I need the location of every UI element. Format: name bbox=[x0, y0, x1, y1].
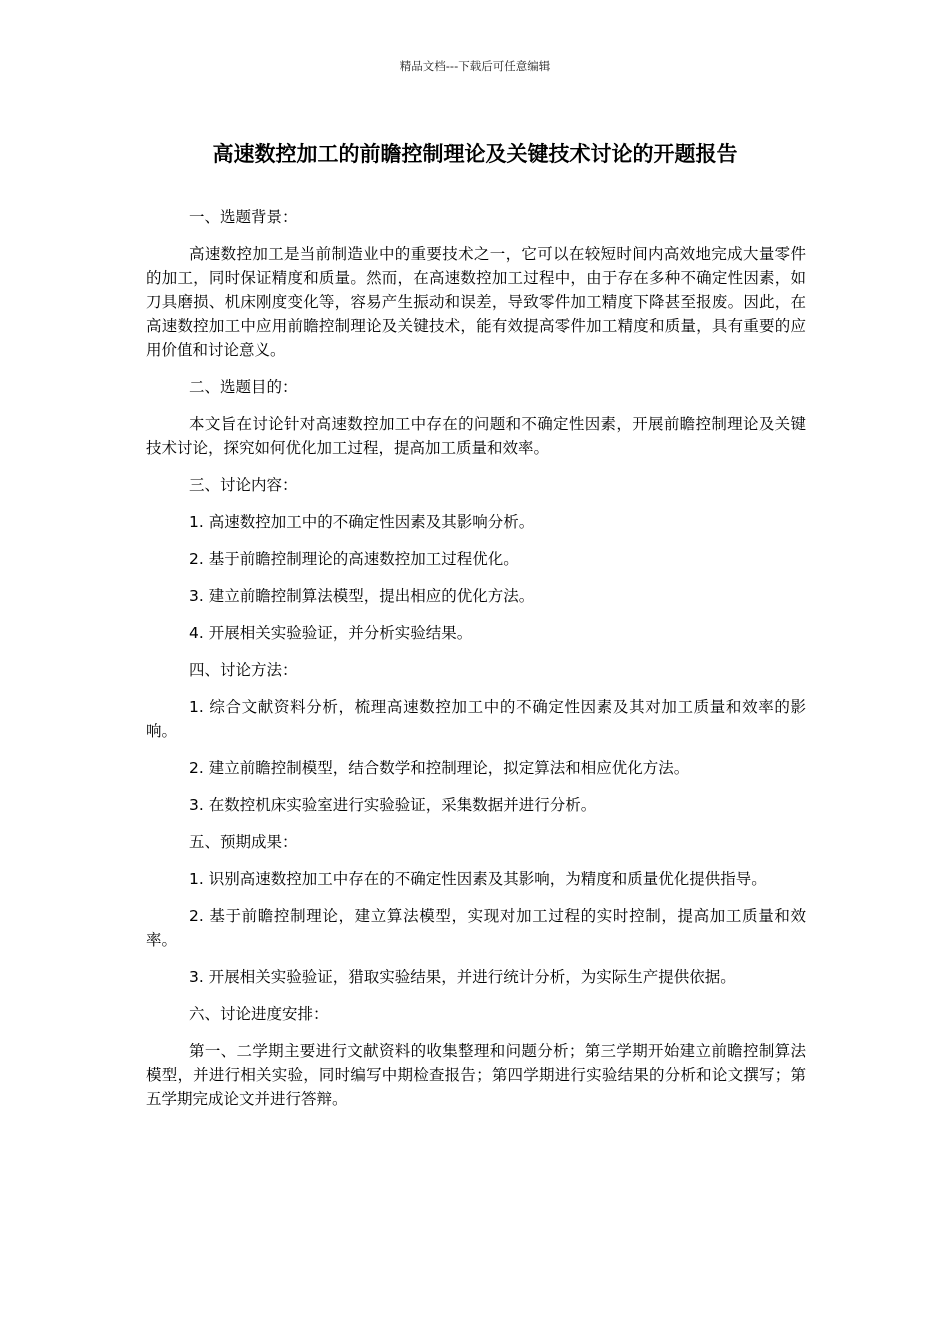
list-item: 2. 建立前瞻控制模型，结合数学和控制理论，拟定算法和相应优化方法。 bbox=[189, 759, 690, 777]
list-item: 1. 识别高速数控加工中存在的不确定性因素及其影响，为精度和质量优化提供指导。 bbox=[189, 870, 767, 888]
list-item: 3. 开展相关实验验证，猎取实验结果，并进行统计分析，为实际生产提供依据。 bbox=[189, 968, 736, 986]
list-item: 4. 开展相关实验验证，并分析实验结果。 bbox=[189, 624, 473, 642]
page-header-note: 精品文档---下载后可任意编辑 bbox=[399, 59, 551, 73]
list-item: 2. 基于前瞻控制理论，建立算法模型，实现对加工过程的实时控制，提高加工质量和效率。 bbox=[146, 907, 806, 949]
section-heading-background: 一、选题背景： bbox=[189, 208, 298, 226]
document-body bbox=[146, 205, 806, 1124]
section-heading-purpose: 二、选题目的： bbox=[189, 378, 298, 396]
paragraph-background: 高速数控加工是当前制造业中的重要技术之一，它可以在较短时间内高效地完成大量零件的加工，同时保证精度和质量。然而，在高速数控加工过程中，由于存在多种不确定性因素，如刀具磨损、机床刚度变化等，容易产生振动和误差，导致零件加工精度下降甚至报废。因此，在高速数控加工中应用前瞻控制理论及关键技术，能有效提高零件加工精度和质量，具有重要的应用价值和讨论意义。 bbox=[146, 245, 806, 359]
section-heading-content: 三、讨论内容： bbox=[189, 476, 298, 494]
list-item: 3. 建立前瞻控制算法模型，提出相应的优化方法。 bbox=[189, 587, 535, 605]
list-item: 1. 综合文献资料分析，梳理高速数控加工中的不确定性因素及其对加工质量和效率的影响。 bbox=[146, 698, 806, 740]
document-title: 高速数控加工的前瞻控制理论及关键技术讨论的开题报告 bbox=[212, 142, 738, 166]
section-heading-methods: 四、讨论方法： bbox=[189, 661, 298, 679]
section-heading-outcomes: 五、预期成果： bbox=[189, 833, 298, 851]
paragraph-purpose: 本文旨在讨论针对高速数控加工中存在的问题和不确定性因素，开展前瞻控制理论及关键技术讨论，探究如何优化加工过程，提高加工质量和效率。 bbox=[146, 415, 806, 457]
section-heading-schedule: 六、讨论进度安排： bbox=[189, 1005, 329, 1023]
list-item: 3. 在数控机床实验室进行实验验证，采集数据并进行分析。 bbox=[189, 796, 597, 814]
paragraph-schedule: 第一、二学期主要进行文献资料的收集整理和问题分析；第三学期开始建立前瞻控制算法模型，并进行相关实验，同时编写中期检查报告；第四学期进行实验结果的分析和论文撰写；第五学期完成论文并进行答辩。 bbox=[146, 1042, 806, 1108]
list-item: 2. 基于前瞻控制理论的高速数控加工过程优化。 bbox=[189, 550, 519, 568]
list-item: 1. 高速数控加工中的不确定性因素及其影响分析。 bbox=[189, 513, 535, 531]
